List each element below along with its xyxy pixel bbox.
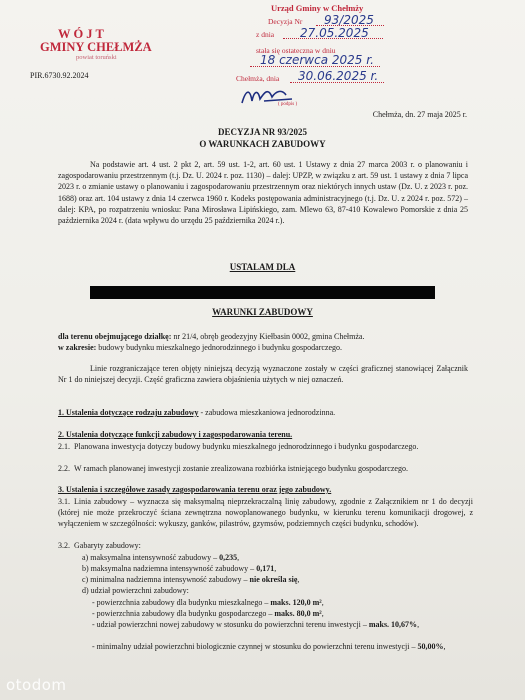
item-c: c) minimalna nadziemna intensywność zabudowy – nie określa się, bbox=[82, 575, 300, 584]
item-d4: - minimalny udział powierzchni biologicznie czynnej w stosunku do powierzchni terenu inwestycji – 50,00%, bbox=[92, 642, 446, 651]
heading-ustalam: USTALAM DLA bbox=[229, 262, 296, 272]
section-3-1: 3.1. Linia zabudowy – wyznacza się maksymalną nieprzekraczalną linię zabudowy, zgodnie z Załącznikiem nr 1 do decyzji (której nie może przekroczyć ściana zewnętrzna nowoplanowanego budynku, w kierunku terenu komunikacji drogowej, z wyłączeniem w szczególności: wykuszy, ganków, pilastrów, gzymsów, podziemnych części budynku, schodów). bbox=[58, 497, 473, 528]
stamp-gminy: GMINY CHEŁMŻA bbox=[40, 40, 152, 54]
decision-title: DECYZJA NR 93/2025 bbox=[217, 127, 307, 137]
heading-warunki: WARUNKI ZABUDOWY bbox=[212, 307, 313, 317]
decision-label: Decyzja Nr bbox=[268, 17, 303, 26]
redaction-bar bbox=[90, 286, 435, 299]
stamp-wojt: WÓJT bbox=[58, 27, 107, 41]
area-value: nr 21/4, obręb geodezyjny Kiełbasin 0002, gmina Chełmża. bbox=[173, 332, 365, 341]
office-stamp-title: Urząd Gminy w Chełmży bbox=[271, 3, 364, 13]
section-1 bbox=[58, 407, 473, 418]
stamp-powiat: powiat toruński bbox=[76, 54, 117, 61]
item-d3: - udział powierzchni nowej zabudowy w stosunku do powierzchni terenu inwestycji – maks. 10,67%, bbox=[92, 620, 420, 629]
item-d2: - powierzchnia zabudowy dla budynku gospodarczego – maks. 80,0 m², bbox=[92, 609, 324, 618]
final-value: 18 czerwca 2025 r. bbox=[260, 53, 374, 67]
intro-paragraph: Na podstawie art. 4 ust. 2 pkt 2, art. 59 ust. 1-2, art. 60 ust. 1 Ustawy z dnia 27 marca 2003 r. o planowaniu i zagospodarowaniu przestrzennym (t.j. Dz. U. 2024 r. poz. 1130) – dalej: UPZP, w związku z art. 59 ust. 1 ustawy z dnia 7 lipca 2023 r. o zmianie ustawy o planowaniu i zagospodarowaniu przestrzennym oraz niektórych innych ustaw (Dz. U. z 2023 r. poz. 1688) oraz art. 104 ustawy z dnia 14 czerwca 1960 r. Kodeks postępowania administracyjnego (t.j. Dz. U. z 2024 r. poz. 572) – dalej: KPA, po rozpatrzeniu wniosku: Pana Mirosława Lipińskiego, zam. Mlewo 63, 87-410 Kowalewo Pomorskie z dnia 25 października 2024 r. (data wpływu do urzędu 25 października 2024 r.). bbox=[58, 160, 468, 226]
decision-subtitle: O WARUNKACH ZABUDOWY bbox=[199, 139, 326, 149]
section-2-1: 2.1. Planowana inwestycja dotyczy budowy budynku mieszkalnego jednorodzinnego i budynku gospodarczego. bbox=[58, 442, 419, 451]
scope-value: budowy budynku mieszkalnego jednorodzinnego i budynku gospodarczego. bbox=[98, 343, 343, 352]
scope-label: w zakresie: bbox=[58, 343, 97, 352]
section-3-2: 3.2. Gabaryty zabudowy: bbox=[58, 541, 141, 550]
watermark-logo: otodom bbox=[6, 676, 67, 694]
lines-paragraph: Linie rozgraniczające teren objęty niniejszą decyzją wyznaczone zostały w części graficznej stanowiącej Załącznik Nr 1 do niniejszej decyzji. Część graficzna zawiera objaśnienia użytych w niej oznaczeń. bbox=[58, 364, 468, 385]
section-2-title: 2. Ustalenia dotyczące funkcji zabudowy i zagospodarowania terenu. bbox=[58, 430, 293, 439]
final-label: stała się ostateczna w dniu bbox=[256, 46, 336, 55]
section-2-2: 2.2. W ramach planowanej inwestycji zostanie zrealizowana rozbiórka istniejącego budynku gospodarczego. bbox=[58, 464, 408, 473]
place-value: 30.06.2025 r. bbox=[298, 69, 379, 83]
area-label: dla terenu obejmującego działkę: bbox=[58, 332, 172, 341]
date-label: z dnia bbox=[256, 30, 275, 39]
section-1-text: - zabudowa mieszkaniowa jednorodzinna. bbox=[198, 408, 336, 417]
section-3-title: 3. Ustalenia i szczegółowe zasady zagospodarowania terenu oraz jego zabudowy. bbox=[58, 485, 332, 494]
place-label: Chełmża, dnia bbox=[236, 74, 280, 83]
area-line bbox=[58, 331, 473, 342]
reference-number: PIR.6730.92.2024 bbox=[30, 71, 89, 80]
item-d: d) udział powierzchni zabudowy: bbox=[82, 586, 189, 595]
item-a: a) maksymalna intensywność zabudowy – 0,235, bbox=[82, 553, 240, 562]
date-value: 27.05.2025 bbox=[300, 26, 369, 40]
place-date: Chełmża, dn. 27 maja 2025 r. bbox=[372, 110, 467, 119]
signature-label: ( podpis ) bbox=[278, 102, 298, 107]
decision-value: 93/2025 bbox=[324, 13, 374, 27]
section-1-title: 1. Ustalenia dotyczące rodzaju zabudowy bbox=[58, 408, 199, 417]
item-b: b) maksymalna nadziemna intensywność zabudowy – 0,171, bbox=[82, 564, 277, 573]
item-d1: - powierzchnia zabudowy dla budynku mieszkalnego – maks. 120,0 m², bbox=[92, 598, 324, 607]
scope-line bbox=[58, 342, 473, 353]
